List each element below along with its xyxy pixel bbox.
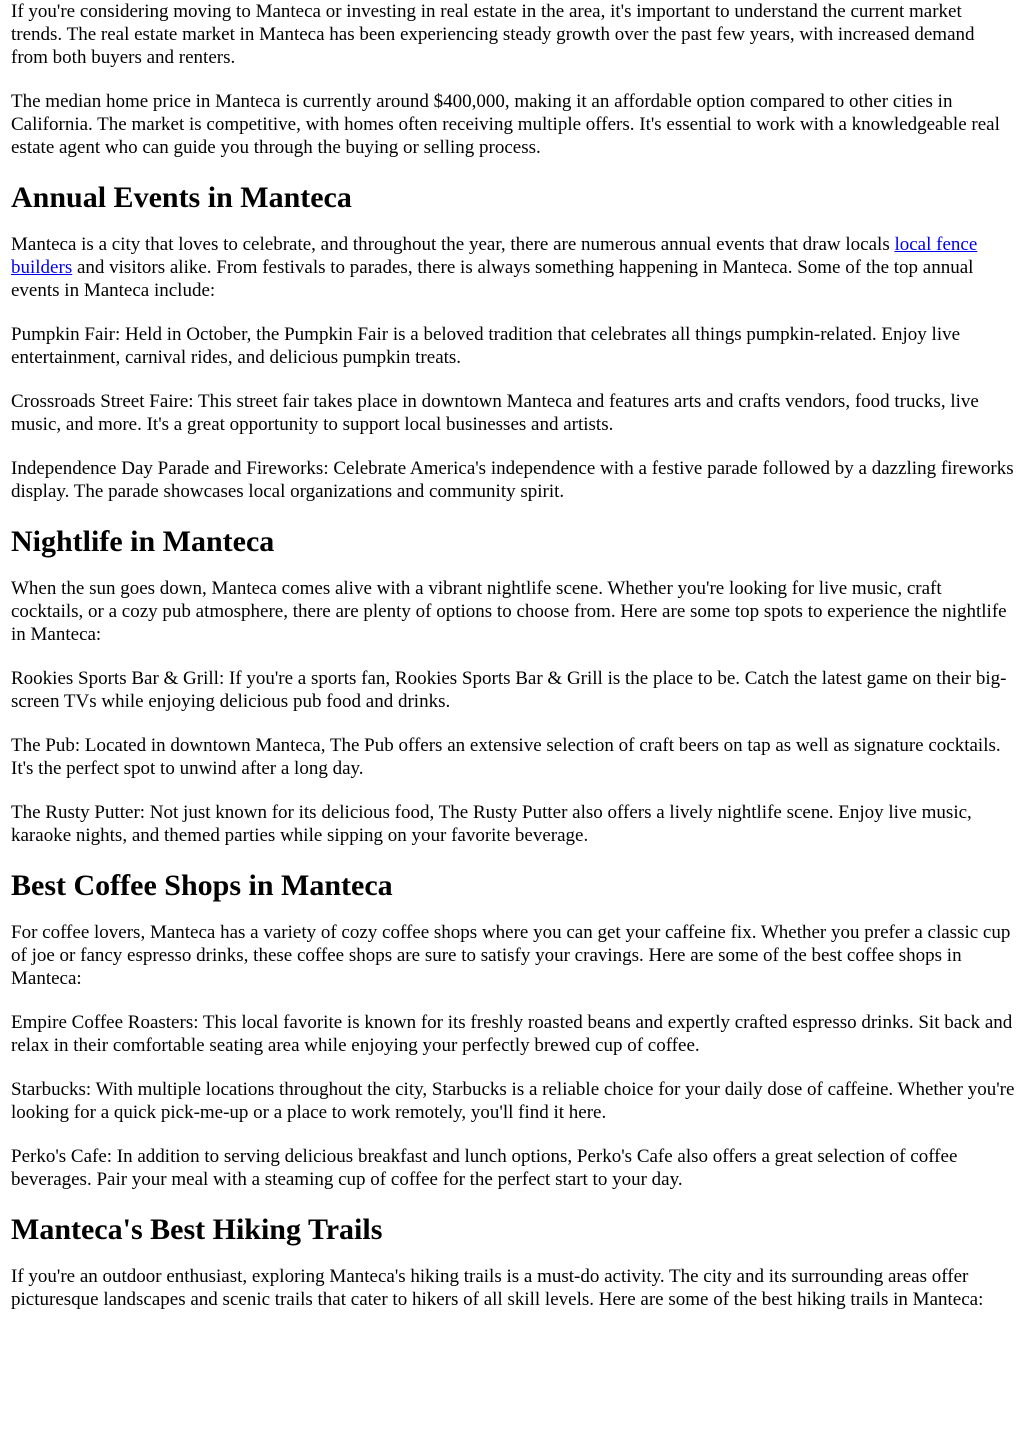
events-intro-text-before-link: Manteca is a city that loves to celebrate, and throughout the year, there are numerous annual events that draw locals xyxy=(11,234,895,255)
heading-coffee-shops: Best Coffee Shops in Manteca xyxy=(11,869,393,902)
nightlife-item-the-pub: The Pub: Located in downtown Manteca, The Pub offers an extensive selection of craft beers on tap as well as signature cocktails. It's the perfect spot to unwind after a long day. xyxy=(11,735,1001,779)
event-item-crossroads-street-faire: Crossroads Street Faire: This street fair takes place in downtown Manteca and features arts and crafts vendors, food trucks, live music, and more. It's a great opportunity to support local businesses and artists. xyxy=(11,391,979,435)
local-fence-builders-link[interactable]: local fence builders xyxy=(11,234,978,278)
heading-annual-events: Annual Events in Manteca xyxy=(11,181,352,214)
nightlife-item-rusty-putter: The Rusty Putter: Not just known for its delicious food, The Rusty Putter also offers a lively nightlife scene. Enjoy live music, karaoke nights, and themed parties while sipping on your favorite beverage. xyxy=(11,802,972,846)
coffee-item-perkos-cafe: Perko's Cafe: In addition to serving delicious breakfast and lunch options, Perko's Cafe also offers a great selection of coffee beverages. Pair your meal with a steaming cup of coffee for the perfect start to your day. xyxy=(11,1146,958,1190)
intro-paragraph-market-trends: If you're considering moving to Manteca or investing in real estate in the area, it's important to understand the current market trends. The real estate market in Manteca has been experiencing steady growth over the past few years, with increased demand from both buyers and renters. xyxy=(11,1,975,68)
nightlife-intro-paragraph: When the sun goes down, Manteca comes alive with a vibrant nightlife scene. Whether you're looking for live music, craft cocktails, or a cozy pub atmosphere, there are plenty of options to choose from. Here are some top spots to experience the nightlife in Manteca: xyxy=(11,578,1007,645)
event-item-pumpkin-fair: Pumpkin Fair: Held in October, the Pumpkin Fair is a beloved tradition that celebrates all things pumpkin-related. Enjoy live entertainment, carnival rides, and delicious pumpkin treats. xyxy=(11,324,961,368)
heading-hiking-trails: Manteca's Best Hiking Trails xyxy=(11,1213,383,1246)
heading-nightlife: Nightlife in Manteca xyxy=(11,525,275,558)
nightlife-item-rookies: Rookies Sports Bar & Grill: If you're a sports fan, Rookies Sports Bar & Grill is the place to be. Catch the latest game on their big-screen TVs while enjoying delicious pub food and drinks. xyxy=(11,668,1007,712)
events-intro-paragraph xyxy=(11,233,1016,302)
events-intro-text-after-link: and visitors alike. From festivals to parades, there is always something happening in Manteca. Some of the top annual events in Manteca include: xyxy=(11,257,974,301)
coffee-intro-paragraph: For coffee lovers, Manteca has a variety of cozy coffee shops where you can get your caffeine fix. Whether you prefer a classic cup of joe or fancy espresso drinks, these coffee shops are sure to satisfy your cravings. Here are some of the best coffee shops in Manteca: xyxy=(11,922,1011,989)
coffee-item-empire-coffee-roasters: Empire Coffee Roasters: This local favorite is known for its freshly roasted beans and expertly crafted espresso drinks. Sit back and relax in their comfortable seating area while enjoying your perfectly brewed cup of coffee. xyxy=(11,1012,1013,1056)
event-item-independence-day-parade: Independence Day Parade and Fireworks: Celebrate America's independence with a festive parade followed by a dazzling fireworks display. The parade showcases local organizations and community spirit. xyxy=(11,458,1014,502)
intro-paragraph-median-price: The median home price in Manteca is currently around $400,000, making it an affordable option compared to other cities in California. The market is competitive, with homes often receiving multiple offers. It's essential to work with a knowledgeable real estate agent who can guide you through the buying or selling process. xyxy=(11,91,1000,158)
coffee-item-starbucks: Starbucks: With multiple locations throughout the city, Starbucks is a reliable choice for your daily dose of caffeine. Whether you're looking for a quick pick-me-up or a place to work remotely, you'll find it here. xyxy=(11,1079,1015,1123)
hiking-intro-paragraph: If you're an outdoor enthusiast, exploring Manteca's hiking trails is a must-do activity. The city and its surrounding areas offer picturesque landscapes and scenic trails that cater to hikers of all skill levels. Here are some of the best hiking trails in Manteca: xyxy=(11,1266,984,1310)
